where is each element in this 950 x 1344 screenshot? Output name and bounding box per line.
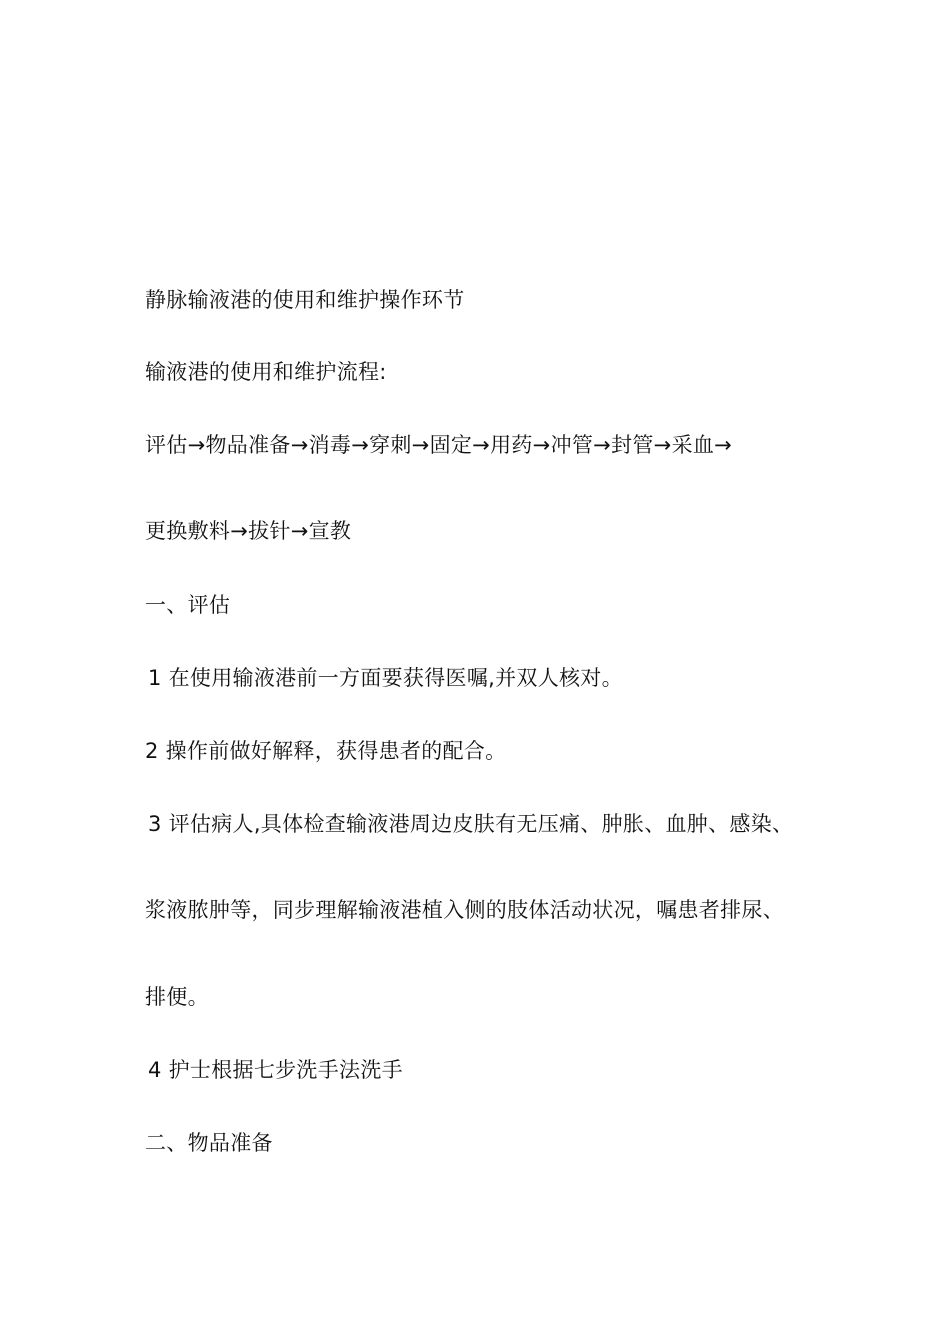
- flow-steps-line-2: 更换敷料→拔针→宣教: [145, 519, 352, 543]
- assessment-item-3-line-1: 3 评估病人,具体检查输液港周边皮肤有无压痛、肿胀、血肿、感染、: [148, 812, 794, 836]
- assessment-item-1: 1 在使用输液港前一方面要获得医嘱,并双人核对。: [148, 666, 623, 690]
- flow-heading: 输液港的使用和维护流程:: [145, 360, 387, 384]
- assessment-item-3-line-2: 浆液脓肿等，同步理解输液港植入侧的肢体活动状况，嘱患者排尿、: [145, 898, 784, 922]
- section-heading-supplies: 二、物品准备: [145, 1131, 273, 1155]
- flow-steps-line-1: 评估→物品准备→消毒→穿刺→固定→用药→冲管→封管→采血→: [145, 433, 733, 457]
- section-heading-assessment: 一、评估: [145, 593, 231, 617]
- assessment-item-4: 4 护士根据七步洗手法洗手: [148, 1058, 403, 1082]
- assessment-item-2: 2 操作前做好解释，获得患者的配合。: [145, 739, 507, 763]
- document-title: 静脉输液港的使用和维护操作环节: [145, 288, 465, 312]
- assessment-item-3-line-3: 排便。: [145, 985, 209, 1009]
